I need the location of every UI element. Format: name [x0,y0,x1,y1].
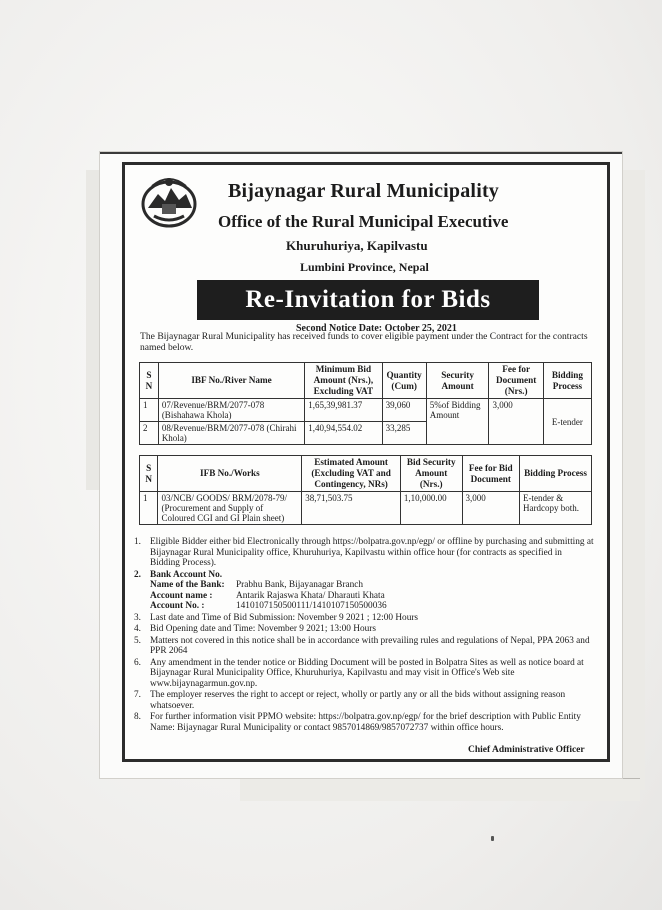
cell-sn: 1 [140,492,158,525]
table-header-row [140,456,592,492]
notice-banner: Re-Invitation for Bids [197,280,539,320]
cell-fee: 3,000 [462,492,520,525]
column-header: S N [140,456,158,492]
column-header: Fee for Document (Nrs.) [489,363,543,399]
column-header: IBF No./River Name [158,363,304,399]
cell-amount: 1,65,39,981.37 [305,399,382,422]
cell-amount: 1,40,94,554.02 [305,422,382,445]
cell-quantity: 33,285 [382,422,426,445]
province-name: Lumbini Province, Nepal [300,260,429,274]
cell-name: 08/Revenue/BRM/2077-078 (Chirahi Khola) [158,422,304,445]
signoff: Chief Administrative Officer [468,745,585,755]
background-newspaper-right [622,170,645,790]
background-newspaper-bottom [240,778,640,801]
bank-name-row: Name of the Bank: Prabhu Bank, Bijayanagar Branch [150,580,364,590]
column-header: Security Amount [426,363,489,399]
table-row [140,399,592,422]
river-bids-table [139,362,592,445]
intro-paragraph: The Bijaynagar Rural Municipality has received funds to cover eligible payment under the Contract for the contracts named below. [140,331,588,353]
scan-speck [491,836,494,841]
list-item: 2. Bank Account No. Name of the Bank: Prabhu Bank, Bijayanagar Branch Account name : Antarik Rajaswa Khata/ Dharauti Khata Account No. : 1410107150500111/1410107150500036 [134,570,594,612]
cell-sn: 1 [140,399,159,422]
account-name-row: Account name : Antarik Rajaswa Khata/ Dharauti Khata [150,590,385,601]
cell-security: 5%of Bidding Amount [426,399,489,445]
list-item: 6. Any amendment in the tender notice or Bidding Document will be posted in Bolpatra Sites as well as notice board at Bijaynagar Rural Municipality Office, Khuruhuriya, Kapilvastu and may visit in Office's Web site www.bijaynagarmun.gov.np. [134,657,584,689]
column-header: Fee for Bid Document [462,456,520,492]
list-item: 8. For further information visit PPMO website: https://bolpatra.gov.np/egp/ for the brief description with Public Entity Name: Bijaynagar Rural Municipality or contact 9857014869/9857072737 within office hours. [134,712,581,733]
cell-process: E-tender [543,399,591,445]
list-item: 1. Eligible Bidder either bid Electronically through https://bolpatra.gov.np/egp/ or offline by purchasing and submitting at Bijaynagar Rural Municipality office, Khuruhuriya, Kapilvastu within office hour (for contracts as specified in Bidding Process). [134,537,594,568]
conditions-list [134,537,594,734]
column-header: Quantity (Cum) [382,363,426,399]
cell-name: 03/NCB/ GOODS/ BRM/2078-79/ (Procurement and Supply of Coloured CGI and GI Plain sheet) [158,492,302,525]
table-row [140,492,592,525]
list-item: 5. Matters not covered in this notice shall be in accordance with prevailing rules and regulations of Nepal, PPA 2063 and PPR 2064 [134,635,590,656]
cell-security: 1,10,000.00 [400,492,462,525]
list-item: 3. Last date and Time of Bid Submission: November 9 2021 ; 12:00 Hours [134,612,419,623]
column-header: IFB No./Works [158,456,302,492]
cell-quantity: 39,060 [382,399,426,422]
list-item: 7. The employer reserves the right to accept or reject, wholly or partly any or all the bids without assigning reason whatsoever. [134,690,566,711]
column-header: Bidding Process [543,363,591,399]
account-number-row: Account No. : 1410107150500111/1410107150500036 [150,601,387,611]
office-address: Khuruhuriya, Kapilvastu [286,238,428,253]
office-name: Office of the Rural Municipal Executive [218,212,509,231]
cell-amount: 38,71,503.75 [302,492,401,525]
list-item: 4. Bid Opening date and Time: November 9 2021; 13:00 Hours [134,624,376,634]
table-header-row [140,363,592,399]
works-bids-table [139,455,592,525]
column-header: Estimated Amount (Excluding VAT and Contingency, NRs) [302,456,401,492]
notice-date: Second Notice Date: October 25, 2021 [296,323,457,334]
column-header: S N [140,363,159,399]
cell-fee: 3,000 [489,399,543,445]
column-header: Minimum Bid Amount (Nrs.), Excluding VAT [305,363,382,399]
cell-sn: 2 [140,422,159,445]
nepal-emblem-icon [138,174,200,230]
municipality-title: Bijaynagar Rural Municipality [228,180,500,202]
cell-name: 07/Revenue/BRM/2077-078 (Bishahawa Khola) [158,399,304,422]
column-header: Bidding Process [520,456,592,492]
column-header: Bid Security Amount (Nrs.) [400,456,462,492]
cell-process: E-tender & Hardcopy both. [520,492,592,525]
